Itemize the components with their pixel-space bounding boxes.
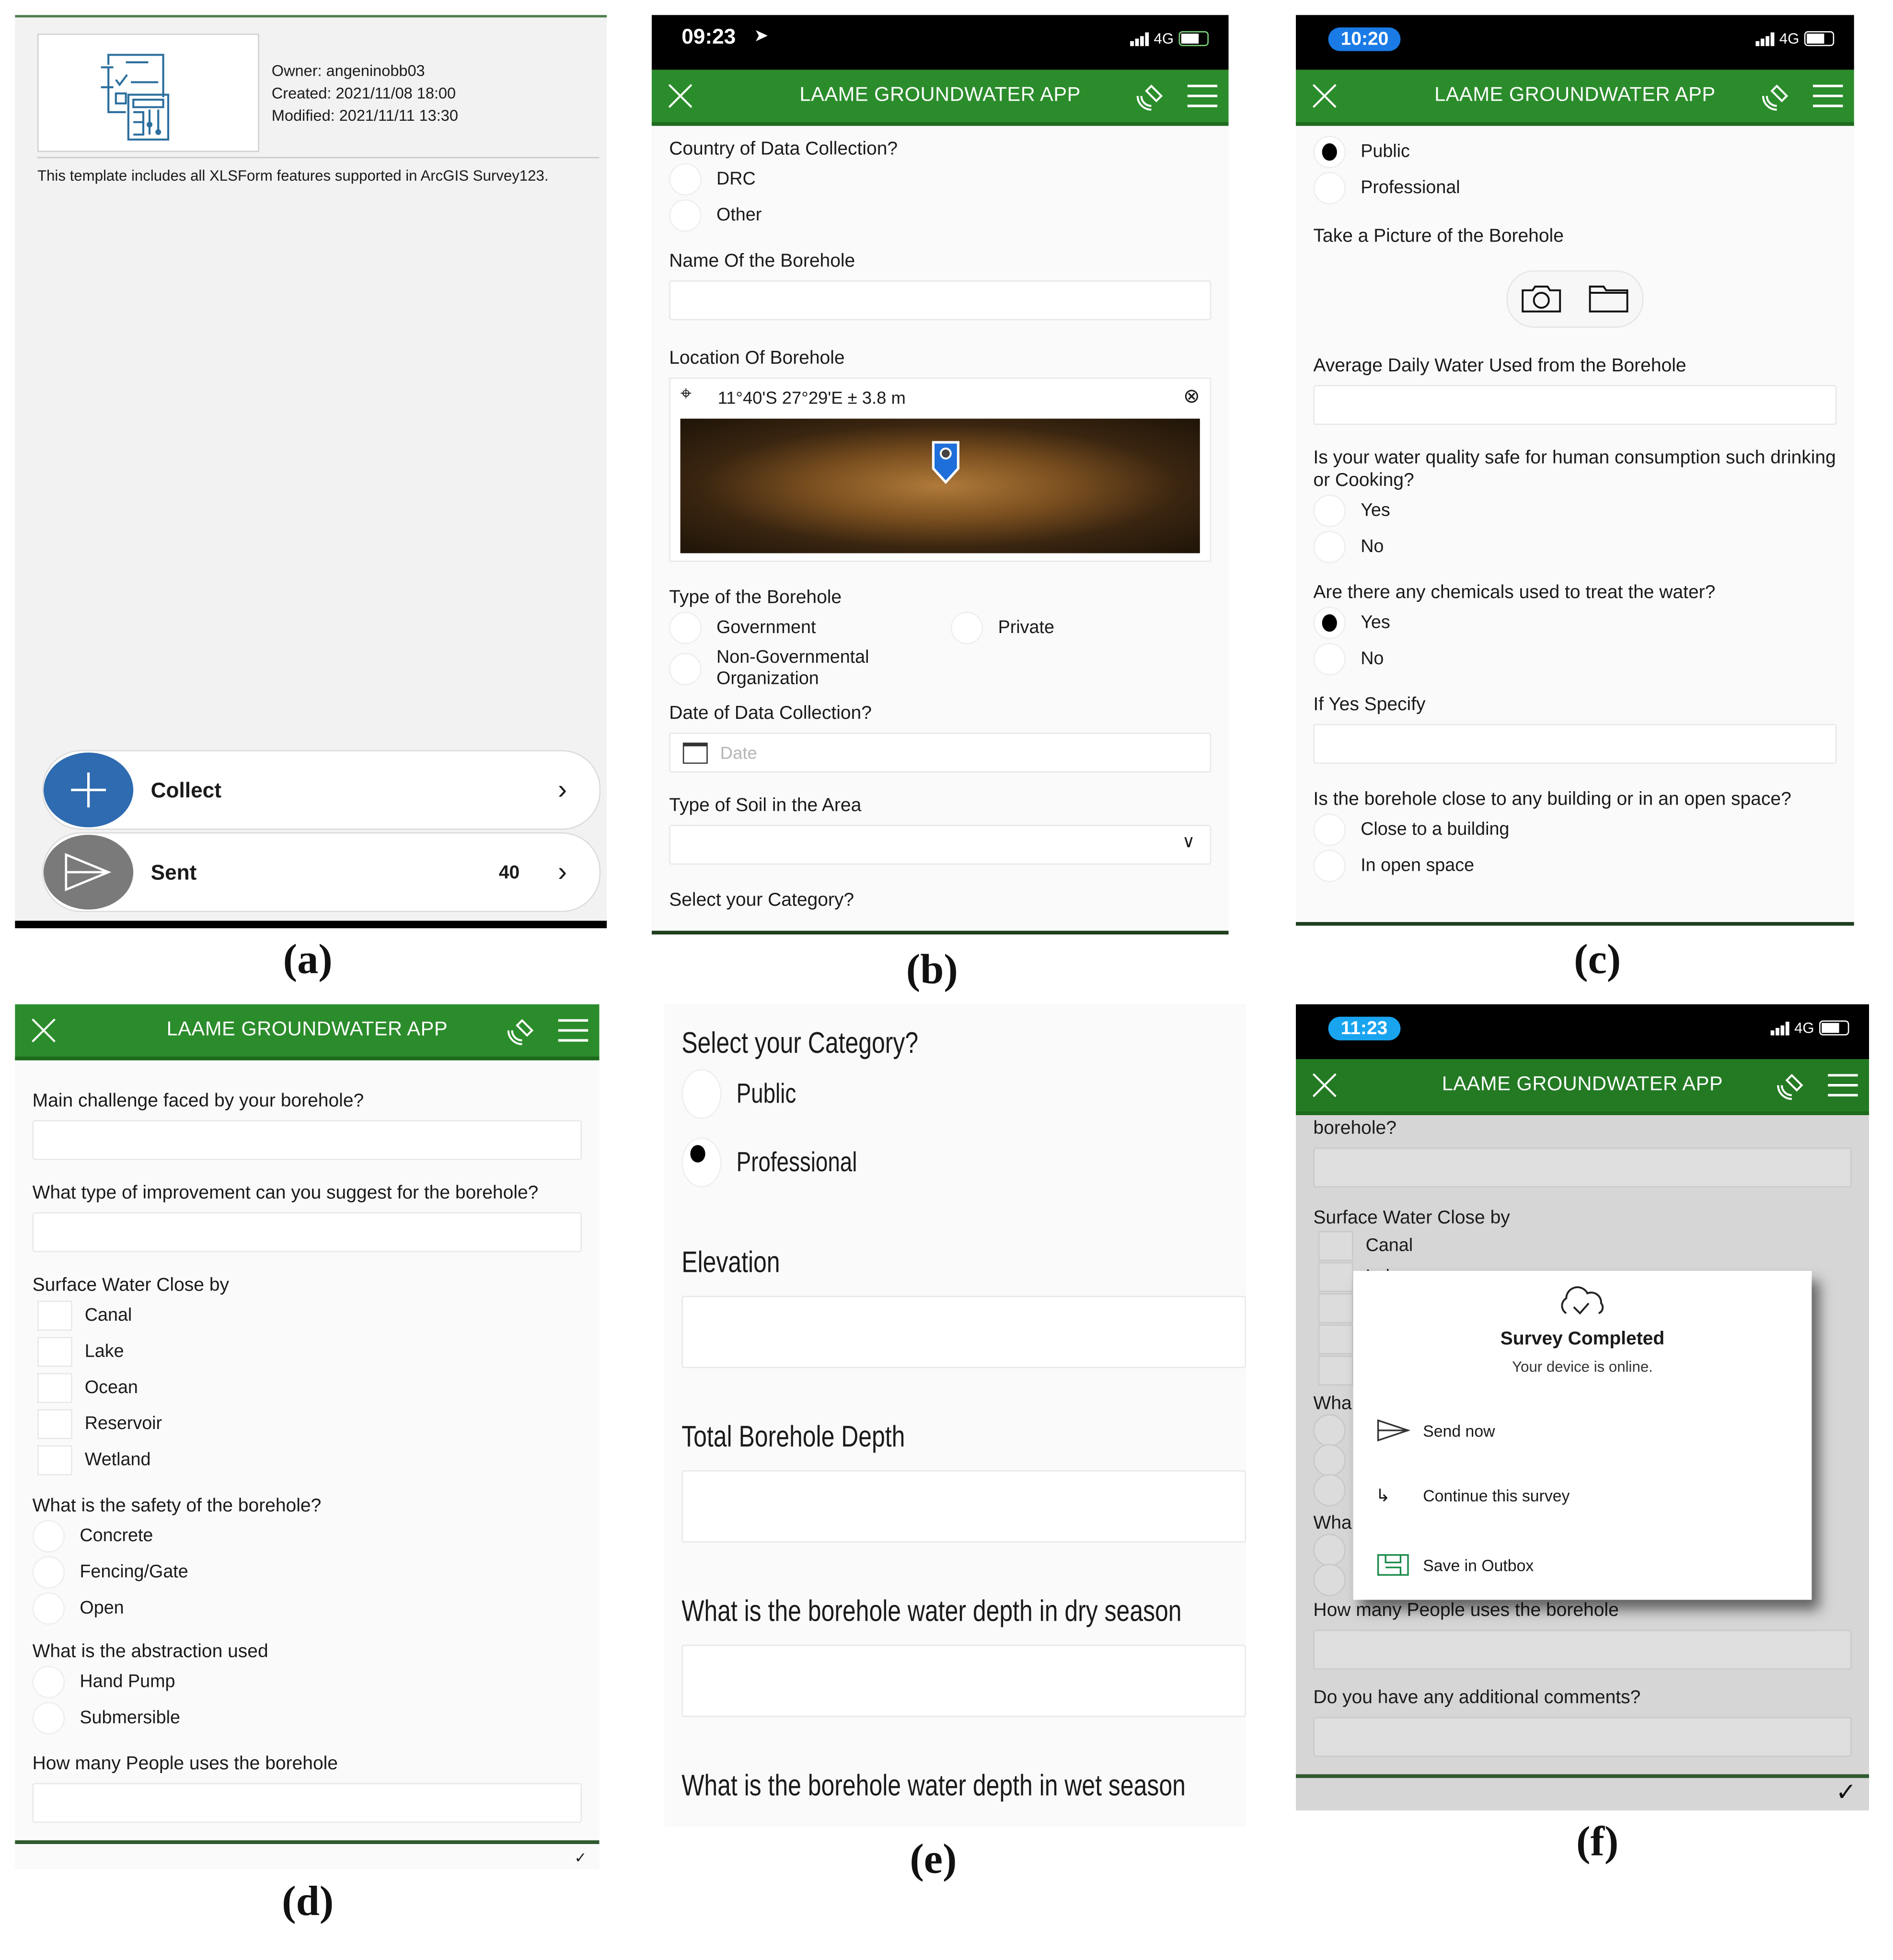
radio-button[interactable] [669,199,702,231]
form-body [1296,126,1854,884]
improvement-input[interactable] [1313,1148,1851,1188]
app-title: LAAME GROUNDWATER APP [1434,84,1716,106]
clock: 09:23 [681,25,736,49]
dry-season-input[interactable] [681,1645,1246,1717]
improvement-input[interactable] [33,1212,582,1252]
country-question: Country of Data Collection? [669,138,898,160]
owner-text: Owner: angeninobb03 [271,62,425,80]
network-type: 4G [1779,30,1800,47]
improvement-question: borehole? [1313,1118,1397,1139]
divider [37,157,600,159]
elevation-input[interactable] [681,1296,1246,1368]
sent-button[interactable] [42,832,600,912]
depth-input[interactable] [681,1470,1246,1543]
folder-icon[interactable] [1587,284,1629,314]
bottom-rule [1296,922,1854,926]
media-buttons [1506,270,1643,328]
radio-option[interactable]: Non-Governmental Organization [669,646,1211,693]
signal-icon [1771,1021,1789,1035]
radio-option[interactable]: Yes [1313,492,1836,528]
comments-input[interactable] [1313,1717,1851,1757]
hamburger-menu-icon[interactable] [1186,83,1219,108]
radio-button[interactable] [1313,813,1346,845]
panel-e-form-depths [664,1004,1246,1827]
checkbox-option[interactable]: Reservoir [33,1406,582,1441]
radio-option[interactable]: Professional [1313,170,1836,206]
checkbox[interactable] [1318,1324,1353,1354]
save-outbox-button[interactable]: Save in Outbox [1375,1553,1534,1578]
radio-option[interactable]: Concrete [33,1518,582,1554]
map-pin-icon [930,438,962,486]
checkbox-option[interactable]: Lake [33,1333,582,1369]
checkbox[interactable] [37,1445,72,1475]
sent-label: Sent [150,861,197,885]
caption-c: (c) [1574,937,1621,983]
checkbox[interactable] [37,1408,72,1438]
submit-check-icon[interactable]: ✓ [1835,1779,1857,1807]
radio-button[interactable] [669,162,702,195]
status-bar [652,15,1229,69]
chevron-down-icon: ∨ [1182,831,1195,851]
modified-text: Modified: 2021/11/11 13:30 [271,107,458,125]
battery-charging-icon [1179,31,1209,46]
quality-question: Is your water quality safe for human consumption such drinking or Cooking? [1313,447,1836,491]
radio-button[interactable] [33,1556,65,1588]
radio-button[interactable] [1313,642,1346,675]
radio-button[interactable] [951,611,983,644]
bottom-rule [652,931,1229,934]
radio-option[interactable]: Government [669,609,951,645]
radio-option[interactable]: Fencing/Gate [33,1554,582,1590]
soil-type-select[interactable] [669,825,1211,865]
radio-option[interactable]: Open [33,1590,582,1626]
satellite-map[interactable] [681,419,1200,553]
caption-d: (d) [282,1879,334,1925]
status-bar [1296,15,1854,69]
checkbox[interactable] [37,1337,72,1366]
checkbox-option[interactable]: Wetland [33,1441,582,1477]
app-bar [1296,70,1854,126]
radio-option[interactable]: Professional [681,1126,1246,1199]
submit-check-icon[interactable]: ✓ [574,1849,587,1867]
name-question: Name Of the Borehole [669,250,855,272]
radio-option[interactable]: Public [1313,133,1836,169]
app-title: LAAME GROUNDWATER APP [166,1019,448,1040]
building-question: Is the borehole close to any building or in an open space? [1313,788,1791,810]
plus-icon [44,752,133,827]
radio-option[interactable]: No [1313,640,1836,676]
form-body [15,1061,599,1823]
dialog-title: Survey Completed [1500,1328,1665,1349]
bottom-rule [15,1840,599,1844]
radio-option[interactable]: Other [669,197,1211,233]
people-question: How many People uses the borehole [1313,1600,1619,1621]
satellite-gps-icon[interactable] [1134,79,1169,114]
camera-icon[interactable] [1520,284,1562,314]
partial-question: Wha [1313,1512,1352,1534]
satellite-gps-icon[interactable] [1774,1068,1809,1103]
radio-option[interactable]: Private [951,609,1054,645]
caption-e: (e) [910,1836,957,1883]
checkbox[interactable] [1318,1231,1353,1260]
bottom-rule [1296,1774,1869,1778]
battery-icon [1804,31,1834,46]
picture-question: Take a Picture of the Borehole [1313,225,1564,247]
survey-thumbnail [37,34,259,152]
location-field[interactable] [669,378,1211,562]
collect-label: Collect [150,779,221,803]
type-question: Type of the Borehole [669,587,842,608]
chevron-right-icon: › [557,856,567,888]
abstraction-question: What is the abstraction used [32,1641,268,1662]
checkbox[interactable] [37,1372,72,1402]
app-title: LAAME GROUNDWATER APP [1442,1074,1723,1095]
radio-button[interactable] [669,611,702,644]
satellite-gps-icon[interactable] [1759,79,1794,114]
people-input[interactable] [1313,1630,1851,1670]
survey-completed-dialog [1353,1271,1812,1600]
radio-button[interactable] [33,1520,65,1552]
hamburger-menu-icon[interactable] [557,1018,589,1043]
water-used-question: Average Daily Water Used from the Borehole [1313,355,1686,377]
send-arrow-icon [1375,1418,1410,1443]
app-bar [1296,1059,1869,1115]
category-question: Select your Category? [669,889,854,911]
survey-description: This template includes all XLSForm features supported in ArcGIS Survey123. [37,167,549,184]
panel-c-form-middle [1296,15,1854,926]
radio-option[interactable]: No [1313,528,1836,564]
surface-water-question: Surface Water Close by [32,1274,229,1296]
continue-survey-button[interactable]: ↳ Continue this survey [1375,1485,1570,1506]
top-rule [15,15,607,17]
radio-button[interactable] [33,1592,65,1625]
borehole-name-input[interactable] [669,280,1211,320]
date-placeholder: Date [720,742,757,763]
water-used-input[interactable] [1313,385,1836,425]
coordinates-text: 11°40'S 27°29'E ± 3.8 m [717,387,906,408]
radio-option[interactable]: In open space [1313,847,1836,883]
collect-button[interactable] [42,750,600,830]
app-title: LAAME GROUNDWATER APP [799,84,1081,106]
elevation-question: Elevation [681,1246,780,1280]
battery-icon [1819,1020,1849,1035]
caption-a: (a) [283,937,333,983]
radio-button[interactable] [1313,1444,1346,1476]
clear-location-icon[interactable]: ⊗ [1183,386,1200,408]
calendar-icon [683,742,708,763]
radio-button[interactable] [1313,172,1346,204]
radio-button[interactable] [1313,1534,1346,1567]
checkbox-option[interactable]: Ocean [33,1369,582,1405]
surface-water-question: Surface Water Close by [1313,1207,1510,1229]
bottom-bar [15,921,607,928]
radio-button[interactable] [669,653,702,685]
hamburger-menu-icon[interactable] [1827,1073,1859,1098]
status-bar [1296,1004,1869,1059]
improvement-question: What type of improvement can you suggest for the borehole? [32,1182,539,1204]
checkbox[interactable] [1318,1262,1353,1291]
radio-button[interactable] [33,1665,65,1698]
save-floppy-icon [1375,1553,1410,1578]
radio-option[interactable]: Public [681,1061,1246,1126]
return-arrow-icon: ↳ [1375,1485,1390,1505]
hamburger-menu-icon[interactable] [1812,83,1844,108]
panel-f-survey-completed [1296,1004,1869,1810]
date-question: Date of Data Collection? [669,703,872,724]
network-type: 4G [1154,30,1174,47]
radio-button-selected[interactable] [681,1138,721,1188]
panel-b-form-start [652,15,1229,934]
people-input[interactable] [33,1783,582,1823]
radio-option[interactable]: Yes [1313,604,1836,640]
radio-option[interactable]: Submersible [33,1699,582,1735]
clock: 11:23 [1328,1017,1400,1040]
partial-question: Wha [1313,1393,1352,1414]
crosshair-icon: ⌖ [680,383,692,405]
signal-icon [1130,32,1149,46]
cloud-check-icon [1554,1283,1611,1318]
radio-button[interactable] [681,1069,721,1119]
checkbox[interactable] [1318,1293,1353,1323]
satellite-gps-icon[interactable] [505,1013,540,1048]
radio-option[interactable]: Hand Pump [33,1663,582,1699]
created-text: Created: 2021/11/08 18:00 [271,84,456,103]
radio-button-selected[interactable] [1313,606,1346,639]
chemicals-question: Are there any chemicals used to treat the water? [1313,582,1716,603]
caption-f: (f) [1576,1819,1619,1866]
dialog-subtitle: Your device is online. [1512,1358,1653,1376]
depth-question: Total Borehole Depth [681,1420,905,1454]
wet-season-question: What is the borehole water depth in wet season [681,1769,1186,1803]
radio-button[interactable] [1313,530,1346,563]
clock: 10:20 [1328,27,1401,51]
radio-option[interactable]: Close to a building [1313,811,1836,847]
challenge-question: Main challenge faced by your borehole? [32,1090,364,1112]
comments-question: Do you have any additional comments? [1313,1687,1641,1708]
survey-form-icon [39,35,258,151]
radio-button-selected[interactable] [1313,135,1346,168]
radio-button[interactable] [1313,1564,1346,1596]
specify-question: If Yes Specify [1313,694,1426,715]
panel-a-survey-home [15,15,607,928]
checkbox-option[interactable]: Canal [1313,1230,1851,1261]
network-type: 4G [1794,1019,1814,1037]
dry-season-question: What is the borehole water depth in dry season [681,1595,1182,1629]
form-body [652,126,1229,912]
sent-count: 40 [498,862,520,884]
checkbox[interactable] [1318,1355,1353,1385]
app-bar [652,70,1229,126]
caption-b: (b) [906,946,958,993]
checkbox[interactable] [37,1300,72,1330]
send-now-button[interactable]: Send now [1375,1418,1495,1443]
location-question: Location Of Borehole [669,347,845,369]
safety-question: What is the safety of the borehole? [32,1495,322,1517]
panel-d-form-surface-water [15,1004,599,1869]
specify-input[interactable] [1313,724,1836,764]
radio-button[interactable] [1313,494,1346,527]
radio-option[interactable]: DRC [669,161,1211,196]
send-arrow-icon [44,835,133,910]
category-question: Select your Category? [681,1026,919,1061]
app-bar [15,1004,599,1061]
people-question: How many People uses the borehole [32,1753,338,1775]
radio-button[interactable] [1313,1414,1346,1447]
radio-button[interactable] [1313,1474,1346,1507]
checkbox-option[interactable]: Canal [33,1297,582,1333]
challenge-input[interactable] [33,1120,582,1160]
location-arrow-icon: ➤ [754,25,769,45]
radio-button[interactable] [1313,849,1346,882]
signal-icon [1755,32,1774,46]
date-input[interactable] [669,733,1211,772]
soil-question: Type of Soil in the Area [669,795,862,816]
chevron-right-icon: › [557,773,567,805]
radio-button[interactable] [33,1701,65,1734]
